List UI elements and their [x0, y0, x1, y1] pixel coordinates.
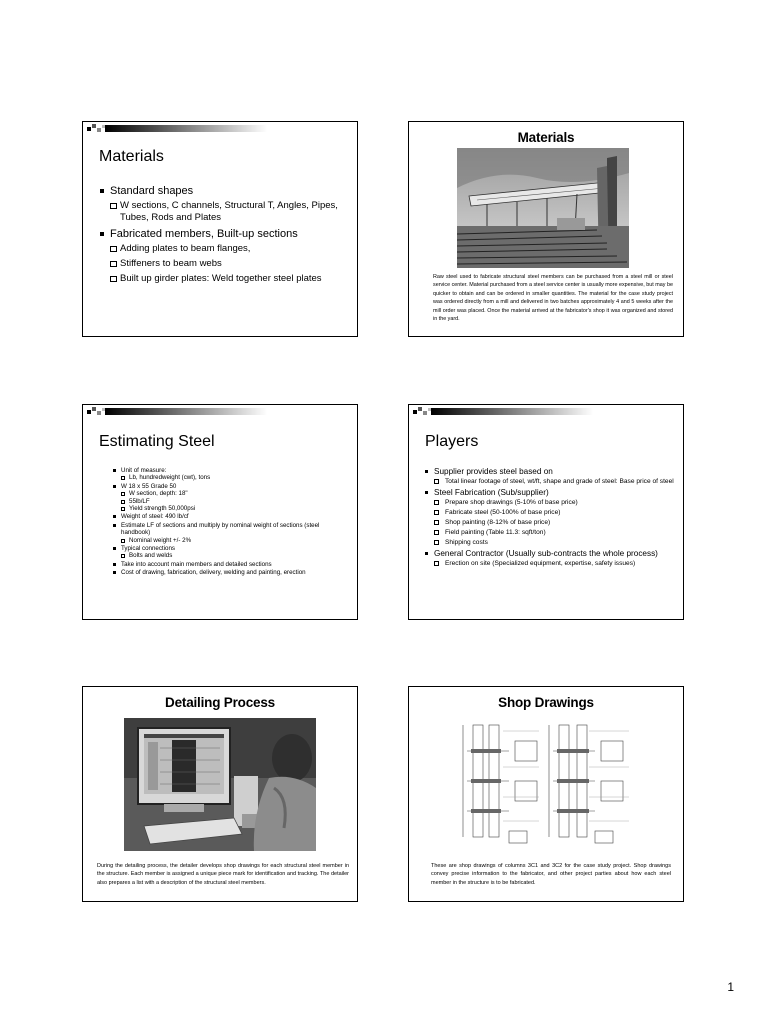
sub-bullet-item: Stiffeners to beam webs: [110, 258, 351, 270]
sub-bullet-item: 55lb/LF: [121, 498, 345, 505]
slide-title: Shop Drawings: [498, 695, 594, 710]
bullet-item: Cost of drawing, fabrication, delivery, welding and painting, erection: [113, 569, 345, 576]
bullet-item: General Contractor (Usually sub-contracts the whole process) Erection on site (Specialized equipment, expertise, safety issues): [423, 549, 675, 568]
page-number: 1: [727, 980, 734, 994]
slide-header-decoration: [85, 407, 357, 417]
sub-bullet-item: Field painting (Table 11.3: sqft/ton): [434, 529, 675, 537]
sub-bullet-item: Erection on site (Specialized equipment, expertise, safety issues): [434, 560, 675, 568]
column-shop-drawing: [459, 721, 637, 847]
slide-header-decoration: [85, 124, 357, 134]
slide-players: [408, 404, 684, 620]
bullet-item: Unit of measure: Lb, hundredweight (cwt), tons: [113, 467, 345, 482]
slide-header-decoration: [411, 407, 683, 417]
bullet-item: Fabricated members, Built-up sections Adding plates to beam flanges, Stiffeners to beam webs Built up girder plates: Weld together steel plates: [99, 227, 351, 285]
slide-materials-list: [82, 121, 358, 337]
slide-title: Players: [425, 433, 479, 450]
sub-bullet-item: Nominal weight +/- 2%: [121, 537, 345, 544]
sub-bullet-item: Shop painting (8-12% of base price): [434, 519, 675, 527]
sub-bullet-item: Built up girder plates: Weld together steel plates: [110, 273, 351, 285]
slide-shop-drawings: [408, 686, 684, 902]
slide-bullets: [423, 467, 675, 570]
sub-bullet-item: Bolts and welds: [121, 552, 345, 559]
sub-bullet-item: Yield strength 50,000psi: [121, 505, 345, 512]
slide-materials-photo: [408, 121, 684, 337]
bullet-item: Supplier provides steel based on Total linear footage of steel, wt/ft, shape and grade of steel: Base price of steel: [423, 467, 675, 486]
slide-caption: Raw steel used to fabricate structural steel members can be purchased from a steel mill or steel service center. Material purchased from a steel service center is usually more expensive, but may be quicker to obtain and can be ordered in smaller quantities. The material for the case study project was ordered directly from a mill and delivered in two batches approximately 4 and 5 weeks after the mill order was placed. Once the material arrived at the fabricator's shop it was organized and stored in the yard.: [433, 274, 673, 323]
bullet-item: Typical connections Bolts and welds: [113, 545, 345, 560]
detailer-workstation-photo: [124, 718, 316, 851]
sub-bullet-item: W sections, C channels, Structural T, Angles, Pipes, Tubes, Rods and Plates: [110, 200, 351, 224]
sub-bullet-item: Prepare shop drawings (5-10% of base price): [434, 499, 675, 507]
slide-bullets: [99, 184, 351, 288]
slide-title: Estimating Steel: [99, 433, 215, 450]
slide-title: Detailing Process: [165, 695, 275, 710]
slide-caption: During the detailing process, the detailer develops shop drawings for each structural steel member in the structure. Each member is assigned a unique piece mark for identification and tracking. The detailer also prepares a list with a description of the structural steel members.: [97, 863, 349, 886]
bullet-item: Take into account main members and detailed sections: [113, 561, 345, 568]
slide-estimating-steel: [82, 404, 358, 620]
bullet-item: Standard shapes W sections, C channels, Structural T, Angles, Pipes, Tubes, Rods and Plates: [99, 184, 351, 224]
bullet-item: Steel Fabrication (Sub/supplier) Prepare shop drawings (5-10% of base price) Fabricate steel (50-100% of base price) Shop painting (8-12% of base price) Field painting (Table 11.3: sqft/ton) Shipping costs: [423, 488, 675, 547]
bullet-item: W 18 x 55 Grade 50 W section, depth: 18" 55lb/LF Yield strength 50,000psi: [113, 483, 345, 513]
sub-bullet-item: Shipping costs: [434, 539, 675, 547]
bullet-item: Weight of steel: 490 lb/cf: [113, 513, 345, 520]
slide-title: Materials: [99, 148, 164, 165]
bullet-item: Estimate LF of sections and multiply by nominal weight of sections (steel handbook) Nominal weight +/- 2%: [113, 522, 345, 544]
sub-bullet-item: Fabricate steel (50-100% of base price): [434, 509, 675, 517]
slide-bullets: [113, 467, 345, 578]
steel-yard-photo: [457, 148, 629, 268]
slide-title: Materials: [517, 130, 575, 145]
sub-bullet-item: Lb, hundredweight (cwt), tons: [121, 474, 345, 481]
sub-bullet-item: W section, depth: 18": [121, 490, 345, 497]
sub-bullet-item: Adding plates to beam flanges,: [110, 243, 351, 255]
sub-bullet-item: Total linear footage of steel, wt/ft, shape and grade of steel: Base price of steel: [434, 478, 675, 486]
slide-caption: These are shop drawings of columns 3C1 and 3C2 for the case study project. Shop drawings convey precise information to the fabricator, and other project parties about how each steel member in the structure is to be fabricated.: [431, 863, 671, 886]
slide-detailing-process: [82, 686, 358, 902]
